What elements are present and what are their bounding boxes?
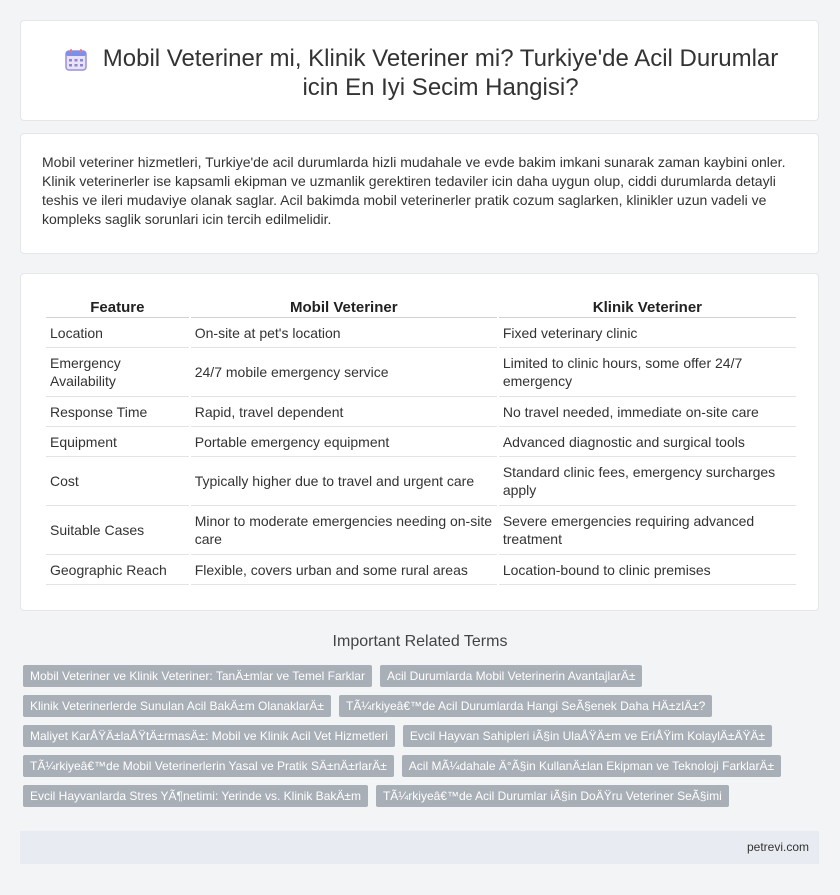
table-row — [46, 427, 796, 457]
related-term-tag[interactable]: Klinik Veterinerlerde Sunulan Acil BakÄ±m OlanaklarÄ± — [23, 695, 331, 717]
table-row — [46, 318, 796, 348]
header-feature: Feature — [46, 298, 189, 318]
cell-klinik: Limited to clinic hours, some offer 24/7 emergency — [499, 348, 796, 397]
cell-feature: Emergency Availability — [46, 348, 189, 397]
cell-feature: Geographic Reach — [46, 555, 189, 585]
cell-klinik: No travel needed, immediate on-site care — [499, 397, 796, 427]
table-row — [46, 348, 796, 397]
table-row — [46, 457, 796, 506]
site-link[interactable]: petrevi.com — [746, 840, 809, 854]
intro-card — [20, 133, 819, 254]
cell-mobil: On-site at pet's location — [191, 318, 497, 348]
header-klinik-veteriner: Klinik Veteriner — [499, 298, 796, 318]
comparison-table — [44, 298, 798, 585]
cell-mobil: Flexible, covers urban and some rural areas — [191, 555, 497, 585]
cell-mobil: Portable emergency equipment — [191, 427, 497, 457]
cell-klinik: Severe emergencies requiring advanced treatment — [499, 506, 796, 555]
cell-mobil: Minor to moderate emergencies needing on-site care — [191, 506, 497, 555]
cell-mobil: Typically higher due to travel and urgent care — [191, 457, 497, 506]
related-term-tag[interactable]: Acil MÃ¼dahale Ä°Ã§in KullanÄ±lan Ekipman ve Teknoloji FarklarÄ± — [402, 755, 781, 777]
related-term-tag[interactable]: TÃ¼rkiyeâ€™de Mobil Veterinerlerin Yasal ve Pratik SÄ±nÄ±rlarÄ± — [23, 755, 394, 777]
related-term-tag[interactable]: Maliyet KarÅŸÄ±laÅŸtÄ±rmasÄ±: Mobil ve Klinik Acil Vet Hizmetleri — [23, 725, 395, 747]
related-term-tag[interactable]: Evcil Hayvanlarda Stres YÃ¶netimi: Yerinde vs. Klinik BakÄ±m — [23, 785, 368, 807]
cell-klinik: Standard clinic fees, emergency surcharges apply — [499, 457, 796, 506]
related-term-tag[interactable]: Mobil Veteriner ve Klinik Veteriner: TanÄ±mlar ve Temel Farklar — [23, 665, 372, 687]
related-terms-title: Important Related Terms — [332, 633, 508, 650]
comparison-card — [20, 273, 819, 611]
cell-feature: Cost — [46, 457, 189, 506]
related-term-tag[interactable]: TÃ¼rkiyeâ€™de Acil Durumlarda Hangi SeÃ§enek Daha HÄ±zlÄ±? — [339, 695, 712, 717]
cell-klinik: Fixed veterinary clinic — [499, 318, 796, 348]
cell-feature: Location — [46, 318, 189, 348]
cell-feature: Equipment — [46, 427, 189, 457]
cell-feature: Response Time — [46, 397, 189, 427]
cell-klinik: Advanced diagnostic and surgical tools — [499, 427, 796, 457]
cell-mobil: 24/7 mobile emergency service — [191, 348, 497, 397]
header-mobil-veteriner: Mobil Veteriner — [191, 298, 497, 318]
page-title: Mobil Veteriner mi, Klinik Veteriner mi? Turkiye'de Acil Durumlar icin En Iyi Secim Hangisi? — [102, 45, 779, 101]
related-term-tag[interactable]: Evcil Hayvan Sahipleri iÃ§in UlaÅŸÄ±m ve EriÅŸim KolaylÄ±ÄŸÄ± — [403, 725, 772, 747]
table-header-row — [46, 298, 796, 318]
footer — [20, 831, 819, 864]
header-card — [20, 20, 819, 121]
related-term-tag[interactable]: Acil Durumlarda Mobil Veterinerin AvantajlarÄ± — [380, 665, 642, 687]
cell-mobil: Rapid, travel dependent — [191, 397, 497, 427]
table-row — [46, 506, 796, 555]
intro-text: Mobil veteriner hizmetleri, Turkiye'de acil durumlarda hizli mudahale ve evde bakim imkani sunarak zaman kaybini onler. Klinik veterinerler ise kapsamli ekipman ve uzmanlik gerektiren tedaviler icin daha uygun olup, ciddi durumlarda detayli teshis ve ileri mudaviye olanak saglar. Acil bakimda mobil veterinerler pratik cozum saglarken, klinikler uzun vadeli ve kompleks saglik sorunlari icin tercih edilmelidir. — [42, 154, 786, 227]
related-term-tag[interactable]: TÃ¼rkiyeâ€™de Acil Durumlar iÃ§in DoÄŸru Veteriner SeÃ§imi — [376, 785, 729, 807]
related-terms-list — [23, 665, 813, 815]
cell-klinik: Location-bound to clinic premises — [499, 555, 796, 585]
table-row — [46, 555, 796, 585]
cell-feature: Suitable Cases — [46, 506, 189, 555]
table-row — [46, 397, 796, 427]
